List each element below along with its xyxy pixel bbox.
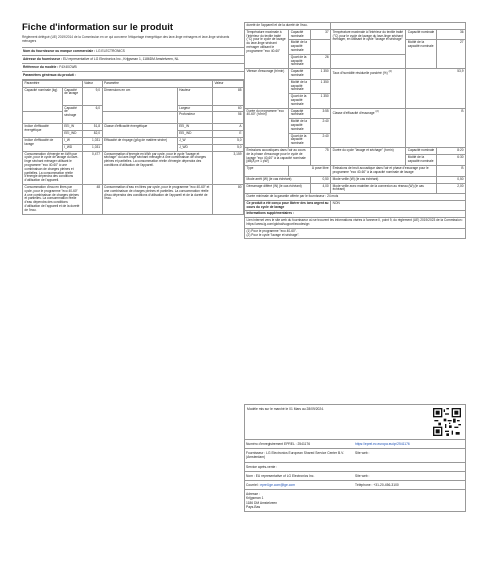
table-row [245,183,466,194]
standby-label: Mode veille (W) (le cas échéant) [331,176,437,183]
water-wd-value: 80 [213,184,244,214]
page-title: Fiche d'information sur le produit [22,22,174,33]
supplier-value: LG ELECTRONICS [96,49,125,54]
height-label: Hauteur [177,87,212,105]
header-param-1: Paramètre [23,80,83,87]
footer-supplier-label: Fournisseur : [246,451,266,456]
header-value-1: Valeur [82,80,102,87]
height-value: 85 [213,87,244,105]
network-value: 2,00 [437,183,466,194]
table-row [23,184,244,214]
residual-label [331,69,406,108]
spin-cap-value: 1 350 [311,69,331,80]
intro-text: Règlement délégué (UE) 2019/2014 de la Commission en ce qui concerne l'étiquetage énergétique des lave-linge ménagers et lave-linge séchants ménagers [22,35,230,43]
email-link[interactable]: eprel.lge.com@lge.com [260,483,295,488]
max-temp-label: Température maximale à l'intérieur du textile traité (°C) pour le cycle de lavage du lave-linge séchant ménager utilisant le programme "eco 40-60" [245,29,289,68]
supplier-label: Nom du fournisseur ou marque commerciale : [23,49,96,54]
iw-sym: I_W [62,138,82,145]
energy-w-value: 0,477 [82,151,102,184]
iw-value: 1,031 [82,138,102,145]
duration-label: Durée du programme "eco 40-60" (h:min) [245,108,289,147]
market-label: Modèle mis sur le marché le 01 Mars au 28/09/2024. [247,407,324,411]
table-row [245,200,466,211]
off-label: Mode arrêt (W) (le cas échéant) [245,176,311,183]
energy-wd-label: Consommation d'énergie en kWh par cycle, pour le cycle "lavage et séchage" du lave-linge séchant ménager à une combinaison de charges pleines et partielles. La consommation réelle d'énergie dépendra des conditions d'utilisation de l'appareil. [102,151,213,184]
rinse-label: Efficacité de rinçage (g/kg de matière sèche) [102,138,177,152]
max-temp-wd-half-value: 27 [437,40,466,69]
header-value-2: Valeur [213,80,244,87]
max-temp-wd-half-label: Moitié de la capacité nominale [406,40,437,69]
capacity-label: Capacité nominale (kg) [23,87,63,112]
max-temp-wd-label: Température maximale à l'intérieur du textile traité (°C) pour le cycle de lavage du lave-linge séchant ménager, en utilisant le cycle "lavage et séchage" [331,29,406,54]
extra-text: Lien internet vers le site web du fournisseur où se trouvent les informations visées à l'annexe II, point 9, du règlement (UE) 2019/2023 de la Commission : https://www.lg.com/global/support/ecodesign [245,218,466,229]
eei-class-wd-sym: EEI_WD [177,131,212,138]
jw-sym: J_W [177,138,212,145]
supplier-row [22,47,244,55]
iwd-value: 1,031 [82,144,102,151]
eei-class-label: Classe d'efficacité énergétique [102,124,177,138]
wd-dur-cap-value: 8:20 [437,147,466,154]
depth-value: 56 [213,112,244,124]
noise-class-value: B [437,166,466,177]
spacer-cell [102,112,177,124]
eei-wd-sym: EEI_WD [62,131,82,138]
address-label: Adresse du fournisseur : [23,57,63,62]
table-row [23,124,244,131]
dur-half-value: 2:40 [311,119,331,133]
footnote-1: (1) Pour le programme "eco 40-60". [246,228,297,233]
footnotes [245,228,466,239]
delay-value: 4,00 [311,183,331,194]
table-row [245,166,466,177]
table-row [245,108,466,119]
dur-cap-label: Capacité nominale [289,108,311,119]
noise-class-label: Émissions de bruit acoustique dans l'air et phase d'essorage pour le programme "eco 40-60" à la capacité nominale de lavage [331,166,437,177]
footer-address-label: Adresse : [246,492,260,497]
general-row [22,71,244,80]
noise-value: 75 [311,147,331,165]
table-row [245,194,466,201]
general-label: Paramètres généraux du produit : [23,73,76,78]
table-row [245,211,466,218]
table-row [23,112,244,124]
wd-dur-cap-label: Capacité nominale [406,147,437,154]
capacity-wash-value: 9,0 [82,87,102,105]
silver-label: Ce produit a été conçu pour libérer des ions argent au cours du cycle de lavage [245,200,331,211]
dur-quarter-label: Quart de la capacité nominale [289,133,311,147]
service-row: Service après-vente : [245,462,465,471]
max-temp-cap-label: Capacité nominale [289,29,311,40]
header-param-2: Paramètre [102,80,213,87]
model-row [22,63,244,71]
reg-label: Numéro d'enregistrement EPREL : [246,442,297,446]
off-value: 0,50 [311,176,331,183]
table-row [245,29,466,40]
spin-class-label-text: Classe d'efficacité d'essorage [332,110,375,115]
max-temp-quarter-label: Quart de la capacité nominale [289,54,311,68]
capacity-dry-value: 6,0 [82,105,102,124]
name-row [245,471,465,480]
spin-quarter-label: Quart de la capacité nominale [289,94,311,108]
dur-cap-value: 3:55 [311,108,331,119]
eprel-section [244,404,466,512]
energy-w-label: Consommation d'énergie en kWh par cycle, pour le cycle de lavage du lave-linge séchant ménager utilisant le programme "eco 40-60" à une combinaison de charges pleines et partielles. La consommation réelle d'énergie dépendra des conditions d'utilisation de l'appareil. [23,151,83,184]
eei-label: Indice d'efficacité énergétique [23,124,63,138]
eprel-link[interactable]: https://eprel.ec.europa.eu/qr/2541176 [355,442,410,446]
type-label: Type [245,166,289,177]
address-line-2: 1186 DM Amstelveen [246,500,278,505]
site2-label: Site web : [355,473,370,478]
reg-link-cell [355,442,464,446]
email-label: Courriel : [246,483,260,488]
left-column [22,22,244,215]
iwd-sym: I_WD [62,144,82,151]
model-value: F4X40CWB [59,65,77,70]
name-value: EU representative of LG Electronics Inc. [255,473,315,478]
address-row [22,55,244,63]
silver-value: NON [331,200,466,211]
water-wd-label: Consommation d'eau en litres par cycle, pour le programme "eco 40-60" et une combinaison de charges pleines et partielles. La consommation réelle d'eau dépendra des conditions d'utilisation de l'appareil et de la dureté de l'eau. [102,184,213,214]
max-temp-wd-cap-value: 36 [437,29,466,40]
wd-dur-half-label: Moitié de la capacité nominale [406,155,437,166]
name-cell [246,474,355,478]
residual-sup: (2) [388,70,392,74]
depth-label: Profondeur [177,112,212,124]
wd-dur-label: Durée du cycle "lavage et séchage" (h:min) [331,147,406,165]
max-temp-half-label: Moitié de la capacité nominale [289,40,311,54]
spacer-cell [331,54,406,68]
standby-value: 0,50 [437,176,466,183]
wash-idx-label: Indice d'efficacité de lavage [23,138,63,152]
reg-row [245,439,465,448]
type-value: À pose libre [289,166,331,177]
phone-value: +31-20-456-3100 [373,483,399,488]
eei-w-value: 51,8 [82,124,102,131]
delay-label: Démarrage différé (W) (le cas échéant) [245,183,311,194]
jwd-sym: J_WD [177,144,212,151]
spin-half-label: Moitié de la capacité nominale [289,79,311,93]
address-line-1: Krijgsman 1 [246,496,264,501]
footer-supplier-value: LG Electronics European Shared Service Center B.V. (Amsterdam) [246,451,344,460]
table-row [23,151,244,184]
width-value: 60 [213,105,244,112]
table-row [23,138,244,145]
network-label: Mode veille avec maintien de la connexion au réseau (W) (le cas échéant) [331,183,437,194]
table-row [245,176,466,183]
wd-dur-half-value: 6:30 [437,155,466,166]
energy-wd-value: 3,159 [213,151,244,184]
footnote-2: (2) Pour le cycle "lavage et séchage". [246,232,300,237]
table-row [245,23,466,30]
table-row [23,87,244,105]
table-row [245,147,466,154]
eei-class-wd: E [213,131,244,138]
table-header-row [23,80,244,87]
dur-quarter-value: 2:40 [311,133,331,147]
reg-cell [246,442,355,446]
spin-class-sup: (2) [375,109,379,113]
dur-half-label: Moitié de la capacité nominale [289,119,311,133]
spacer-cell [23,112,63,124]
name-label: Nom : [246,473,255,478]
dims-label: Dimensions en cm [102,87,177,112]
params-table-left [22,80,244,215]
top-text: dureté de l'appareil et de la dureté de l'eau. [245,23,331,30]
max-temp-half-value [311,40,331,54]
max-temp-wd-cap-label: Capacité nominale [406,29,437,40]
market-block [245,405,465,439]
spin-class-value: B [406,108,466,147]
contact-row [245,480,465,489]
reg-value: 2541176 [297,442,311,446]
max-temp-cap-value: 37 [311,29,331,40]
water-w-value: 48 [82,184,102,214]
jwd-value: 5,0 [213,144,244,151]
site-label: Site web : [355,451,370,456]
warranty-label: Durée minimale de la garantie offerte par le fournisseur : [246,194,327,199]
spin-class-label [331,108,406,147]
qr-code-icon [433,408,461,436]
address-line-3: Pays-Bas [246,504,261,509]
supplier-footer-row [245,448,465,461]
jw-value: 5,0 [213,138,244,145]
max-temp-quarter-value: 26 [311,54,331,68]
eei-w-sym: EEI_W [62,124,82,131]
capacity-wash-label: Capacité de lavage [62,87,82,105]
eei-class-w: A [213,124,244,131]
table-row [245,218,466,229]
email-cell [246,483,355,487]
right-column [244,22,466,239]
params-table-right [244,22,466,239]
eei-wd-value: 82,0 [82,131,102,138]
residual-value: 53,9 [406,69,466,108]
width-label: Largeur [177,105,212,112]
address-block [245,489,465,511]
residual-label-text: Taux d'humidité résiduelle pondéré (%) [332,71,388,76]
spin-half-value: 1 350 [311,79,331,93]
spin-cap-label: Capacité nominale [289,69,311,80]
supplier-footer-cell [246,451,355,459]
spin-quarter-value: 1 350 [311,94,331,108]
capacity-dry-label: Capacité de séchage [62,105,82,124]
spin-label: Vitesse d'essorage (tr/min) [245,69,289,108]
warranty-value: 24 mois [327,194,339,199]
spacer-cell [331,23,466,30]
eei-class-w-sym: EEI_W [177,124,212,131]
model-label: Référence du modèle : [23,65,59,70]
phone-label: Téléphone : [355,483,373,488]
extra-label: Informations supplémentaires : [245,211,466,218]
phone-cell [355,483,464,487]
noise-label: Émissions acoustiques dans l'air au cours de la phase d'essorage pour le cycle de lavage "eco 40-60" à la capacité nominale [dB(A) re 1 pW] [245,147,311,165]
warranty-row [245,194,466,201]
table-row [245,69,466,80]
address-value: EU representative of LG Electronics Inc., Krijgsman 1, 1186DM Amstelveen, NL [62,57,179,62]
water-w-label: Consommation d'eau en litres par cycle, pour le programme "eco 40-60" à une combinaison de charges pleines et partielles. La consommation réelle d'eau dépendra des conditions d'utilisation de l'appareil et de la dureté de l'eau. [23,184,83,214]
table-row [245,228,466,239]
